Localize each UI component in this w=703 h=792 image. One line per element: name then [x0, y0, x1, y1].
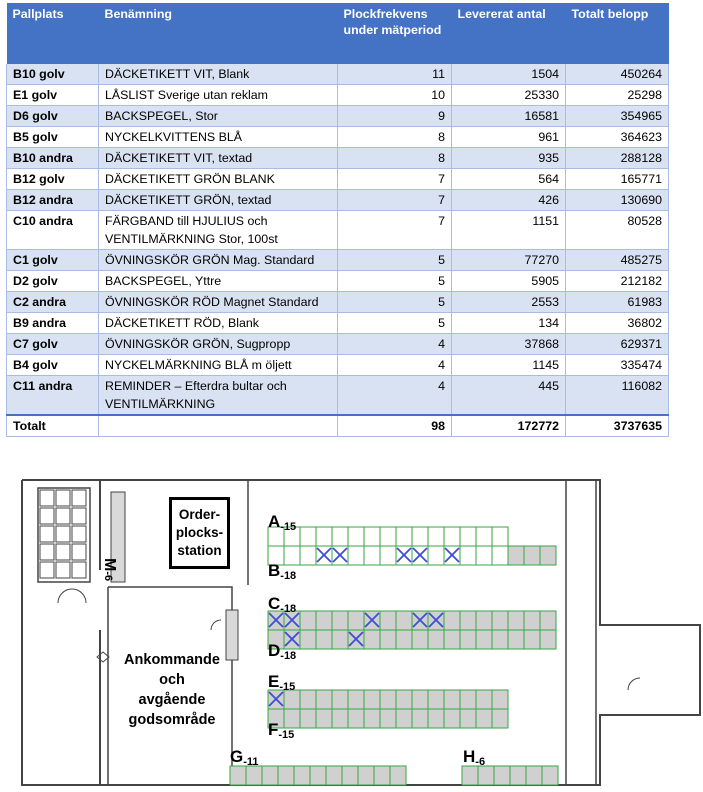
cell-plockfrekvens: 5 [338, 250, 452, 271]
cell-levererat: 935 [452, 148, 566, 169]
cell-plockfrekvens: 4 [338, 376, 452, 416]
table-row [7, 271, 669, 292]
header-belopp: Totalt belopp [566, 3, 669, 64]
slot-b [460, 546, 476, 565]
cell-plockfrekvens: 7 [338, 190, 452, 211]
slot-d [508, 630, 524, 649]
door-arc [211, 620, 221, 630]
cell-plockfrekvens: 4 [338, 334, 452, 355]
row-b-sub: -18 [280, 570, 297, 582]
slot-g [326, 766, 342, 785]
window-pane [72, 490, 86, 506]
slot-d [492, 630, 508, 649]
slot-d [364, 630, 380, 649]
table-row [7, 127, 669, 148]
cell-levererat: 564 [452, 169, 566, 190]
cell-pallplats: B10 andra [7, 148, 99, 169]
table-row [7, 190, 669, 211]
slot-e [332, 690, 348, 709]
window-pane [40, 508, 54, 524]
cell-levererat: 1151 [452, 211, 566, 250]
window-pane [40, 562, 54, 578]
cell-benamning: NYCKELMÄRKNING BLÅ m öljett [99, 355, 338, 376]
cell-belopp: 354965 [566, 106, 669, 127]
cell-benamning: DÄCKETIKETT GRÖN BLANK [99, 169, 338, 190]
cell-pallplats: C10 andra [7, 211, 99, 250]
slot-a [492, 527, 508, 546]
cell-levererat: 5905 [452, 271, 566, 292]
slot-e [460, 690, 476, 709]
cell-belopp: 116082 [566, 376, 669, 416]
total-levererat: 172772 [452, 415, 566, 437]
cell-plockfrekvens: 9 [338, 106, 452, 127]
row-g-letter: G [230, 747, 244, 766]
slot-f [364, 709, 380, 728]
slot-g [374, 766, 390, 785]
cell-pallplats: D6 golv [7, 106, 99, 127]
row-label-d [268, 641, 296, 662]
cell-benamning: ÖVNINGSKÖR GRÖN, Sugpropp [99, 334, 338, 355]
warehouse-floorplan [0, 470, 703, 792]
cell-belopp: 629371 [566, 334, 669, 355]
header-benamning: Benämning [99, 3, 338, 64]
row-c-sub: -18 [280, 603, 297, 615]
cell-plockfrekvens: 5 [338, 271, 452, 292]
table-row [7, 106, 669, 127]
slot-d [444, 630, 460, 649]
slot-b [348, 546, 364, 565]
window-pane [40, 544, 54, 560]
table-row [7, 313, 669, 334]
slot-e [300, 690, 316, 709]
slot-f [476, 709, 492, 728]
table-row [7, 376, 669, 416]
slot-h [510, 766, 526, 785]
table-row [7, 250, 669, 271]
cell-pallplats: C11 andra [7, 376, 99, 416]
slot-g [294, 766, 310, 785]
slot-d [396, 630, 412, 649]
slot-f [300, 709, 316, 728]
cell-belopp: 165771 [566, 169, 669, 190]
slot-h [542, 766, 558, 785]
cell-belopp: 36802 [566, 313, 669, 334]
slot-a [412, 527, 428, 546]
cell-levererat: 2553 [452, 292, 566, 313]
total-plockfrekvens: 98 [338, 415, 452, 437]
row-g-sub: -11 [243, 756, 259, 768]
table-row [7, 211, 669, 250]
slot-e [492, 690, 508, 709]
slot-d [316, 630, 332, 649]
table-body [7, 64, 669, 437]
cell-belopp: 80528 [566, 211, 669, 250]
slot-b [540, 546, 556, 565]
cell-pallplats: C7 golv [7, 334, 99, 355]
row-b-letter: B [268, 561, 281, 580]
slot-f [348, 709, 364, 728]
slot-d [428, 630, 444, 649]
window-pane [72, 562, 86, 578]
cell-benamning: BACKSPEGEL, Stor [99, 106, 338, 127]
slot-f [332, 709, 348, 728]
row-a-sub: -15 [280, 521, 297, 533]
cell-levererat: 16581 [452, 106, 566, 127]
slot-f [380, 709, 396, 728]
row-e-sub: -15 [279, 681, 296, 693]
slot-g [390, 766, 406, 785]
cell-benamning: ÖVNINGSKÖR RÖD Magnet Standard [99, 292, 338, 313]
cell-pallplats: C2 andra [7, 292, 99, 313]
window-pane [72, 544, 86, 560]
window-pane [56, 526, 70, 542]
order-picking-station [169, 497, 230, 569]
slot-f [428, 709, 444, 728]
cell-belopp: 25298 [566, 85, 669, 106]
row-f-sub: -15 [278, 729, 295, 741]
slot-h [462, 766, 478, 785]
header-levererat: Levererat antal [452, 3, 566, 64]
table-total-row [7, 415, 669, 437]
table-row [7, 64, 669, 85]
row-label-g [230, 747, 259, 768]
slot-f [444, 709, 460, 728]
cell-pallplats: B5 golv [7, 127, 99, 148]
cell-plockfrekvens: 5 [338, 292, 452, 313]
slot-e [444, 690, 460, 709]
slot-f [460, 709, 476, 728]
window-pane [72, 526, 86, 542]
cell-plockfrekvens: 10 [338, 85, 452, 106]
window-pane [56, 508, 70, 524]
cell-pallplats: B10 golv [7, 64, 99, 85]
window-pane [72, 508, 86, 524]
cell-pallplats: B4 golv [7, 355, 99, 376]
slot-d [332, 630, 348, 649]
slot-h [526, 766, 542, 785]
cell-pallplats: E1 golv [7, 85, 99, 106]
slot-e [412, 690, 428, 709]
slot-d [412, 630, 428, 649]
slot-b [492, 546, 508, 565]
total-belopp: 3737635 [566, 415, 669, 437]
window-pane [56, 562, 70, 578]
slot-e [428, 690, 444, 709]
header-plockfrekvens: Plockfrekvens under mätperiod [338, 3, 452, 64]
cell-levererat: 77270 [452, 250, 566, 271]
door-panel [226, 610, 238, 660]
cell-levererat: 1504 [452, 64, 566, 85]
cell-plockfrekvens: 11 [338, 64, 452, 85]
cell-benamning: DÄCKETIKETT VIT, textad [99, 148, 338, 169]
cell-benamning: ÖVNINGSKÖR GRÖN Mag. Standard [99, 250, 338, 271]
window-pane [40, 490, 54, 506]
slot-b [428, 546, 444, 565]
row-label-b [268, 561, 296, 582]
total-benamning [99, 415, 338, 437]
row-d-letter: D [268, 641, 281, 660]
slot-g [342, 766, 358, 785]
slot-d [476, 630, 492, 649]
slot-a [332, 527, 348, 546]
slot-c [444, 611, 460, 630]
cell-benamning: DÄCKETIKETT GRÖN, textad [99, 190, 338, 211]
door-arc [628, 678, 640, 690]
slot-g [246, 766, 262, 785]
row-h-sub: -6 [475, 756, 486, 768]
cell-benamning: DÄCKETIKETT VIT, Blank [99, 64, 338, 85]
cell-plockfrekvens: 8 [338, 148, 452, 169]
slot-e [348, 690, 364, 709]
table-row [7, 85, 669, 106]
slot-g [262, 766, 278, 785]
slot-a [316, 527, 332, 546]
row-f-letter: F [268, 720, 279, 739]
slot-e [476, 690, 492, 709]
slot-c [492, 611, 508, 630]
cell-plockfrekvens: 4 [338, 355, 452, 376]
slot-a [460, 527, 476, 546]
slot-b [364, 546, 380, 565]
door-arc [58, 589, 86, 603]
table-row [7, 169, 669, 190]
row-label-a [268, 512, 296, 533]
slot-e [316, 690, 332, 709]
slot-c [540, 611, 556, 630]
row-e-letter: E [268, 672, 280, 691]
slot-d [524, 630, 540, 649]
slot-f [492, 709, 508, 728]
cell-benamning: LÅSLIST Sverige utan reklam [99, 85, 338, 106]
pick-frequency-table [6, 3, 669, 437]
slot-c [300, 611, 316, 630]
row-c-letter: C [268, 594, 281, 613]
row-d-sub: -18 [280, 650, 297, 662]
cell-plockfrekvens: 5 [338, 313, 452, 334]
order-picking-station-label: Order- plocks- station [175, 507, 224, 558]
slot-c [460, 611, 476, 630]
slot-e [364, 690, 380, 709]
cell-levererat: 37868 [452, 334, 566, 355]
slot-g [278, 766, 294, 785]
slot-a [300, 527, 316, 546]
slot-a [348, 527, 364, 546]
slot-h [494, 766, 510, 785]
slot-g [310, 766, 326, 785]
pick-frequency-table-container [6, 3, 668, 437]
warehouse-map [0, 470, 703, 792]
row-label-f [268, 720, 294, 741]
row-h-letter: H [463, 747, 476, 766]
slot-b [380, 546, 396, 565]
cell-benamning: NYCKELKVITTENS BLÅ [99, 127, 338, 148]
door-marker [97, 652, 109, 662]
cell-pallplats: B12 golv [7, 169, 99, 190]
row-label-m [100, 558, 118, 581]
slot-f [412, 709, 428, 728]
slot-g [358, 766, 374, 785]
table-row [7, 355, 669, 376]
slot-d [380, 630, 396, 649]
slot-h [478, 766, 494, 785]
slot-c [524, 611, 540, 630]
goods-area-label: Ankommande och avgående godsområde [124, 652, 220, 728]
slot-a [380, 527, 396, 546]
slot-a [476, 527, 492, 546]
cell-levererat: 426 [452, 190, 566, 211]
slot-c [508, 611, 524, 630]
row-label-c [268, 594, 296, 615]
cell-belopp: 450264 [566, 64, 669, 85]
slot-b [508, 546, 524, 565]
header-pallplats: Pallplats [7, 3, 99, 64]
slot-a [364, 527, 380, 546]
row-m-sub: -6 [102, 571, 114, 582]
row-m-letter: M [101, 558, 118, 572]
window-pane [56, 490, 70, 506]
cell-pallplats: D2 golv [7, 271, 99, 292]
row-label-h [463, 747, 485, 768]
cell-belopp: 335474 [566, 355, 669, 376]
slot-b [300, 546, 316, 565]
table-header-row [7, 3, 669, 64]
slot-d [300, 630, 316, 649]
slot-a [444, 527, 460, 546]
table-row [7, 292, 669, 313]
slot-e [380, 690, 396, 709]
cell-benamning: DÄCKETIKETT RÖD, Blank [99, 313, 338, 334]
slot-c [316, 611, 332, 630]
cell-belopp: 288128 [566, 148, 669, 169]
slot-a [396, 527, 412, 546]
cell-benamning: BACKSPEGEL, Yttre [99, 271, 338, 292]
slot-e [396, 690, 412, 709]
cell-belopp: 212182 [566, 271, 669, 292]
slot-f [396, 709, 412, 728]
table-row [7, 334, 669, 355]
cell-belopp: 130690 [566, 190, 669, 211]
slot-c [380, 611, 396, 630]
slot-g [230, 766, 246, 785]
cell-belopp: 61983 [566, 292, 669, 313]
cell-levererat: 961 [452, 127, 566, 148]
cell-benamning: REMINDER – Efterdra bultar och VENTILMÄRKNING [99, 376, 338, 416]
slot-b [476, 546, 492, 565]
total-label: Totalt [7, 415, 99, 437]
row-a-letter: A [268, 512, 281, 531]
cell-pallplats: C1 golv [7, 250, 99, 271]
slot-c [396, 611, 412, 630]
cell-levererat: 25330 [452, 85, 566, 106]
slot-c [332, 611, 348, 630]
cell-pallplats: B12 andra [7, 190, 99, 211]
window-pane [40, 526, 54, 542]
slot-c [348, 611, 364, 630]
cell-pallplats: B9 andra [7, 313, 99, 334]
cell-plockfrekvens: 8 [338, 127, 452, 148]
cell-benamning: FÄRGBAND till HJULIUS och VENTILMÄRKNING Stor, 100st [99, 211, 338, 250]
slot-a [428, 527, 444, 546]
cell-levererat: 134 [452, 313, 566, 334]
table-row [7, 148, 669, 169]
slot-c [476, 611, 492, 630]
slot-f [316, 709, 332, 728]
slot-d [460, 630, 476, 649]
cell-levererat: 1145 [452, 355, 566, 376]
cell-plockfrekvens: 7 [338, 211, 452, 250]
cell-belopp: 485275 [566, 250, 669, 271]
slot-d [540, 630, 556, 649]
row-label-e [268, 672, 295, 693]
window-pane [56, 544, 70, 560]
cell-belopp: 364623 [566, 127, 669, 148]
cell-plockfrekvens: 7 [338, 169, 452, 190]
cell-levererat: 445 [452, 376, 566, 416]
slot-b [524, 546, 540, 565]
